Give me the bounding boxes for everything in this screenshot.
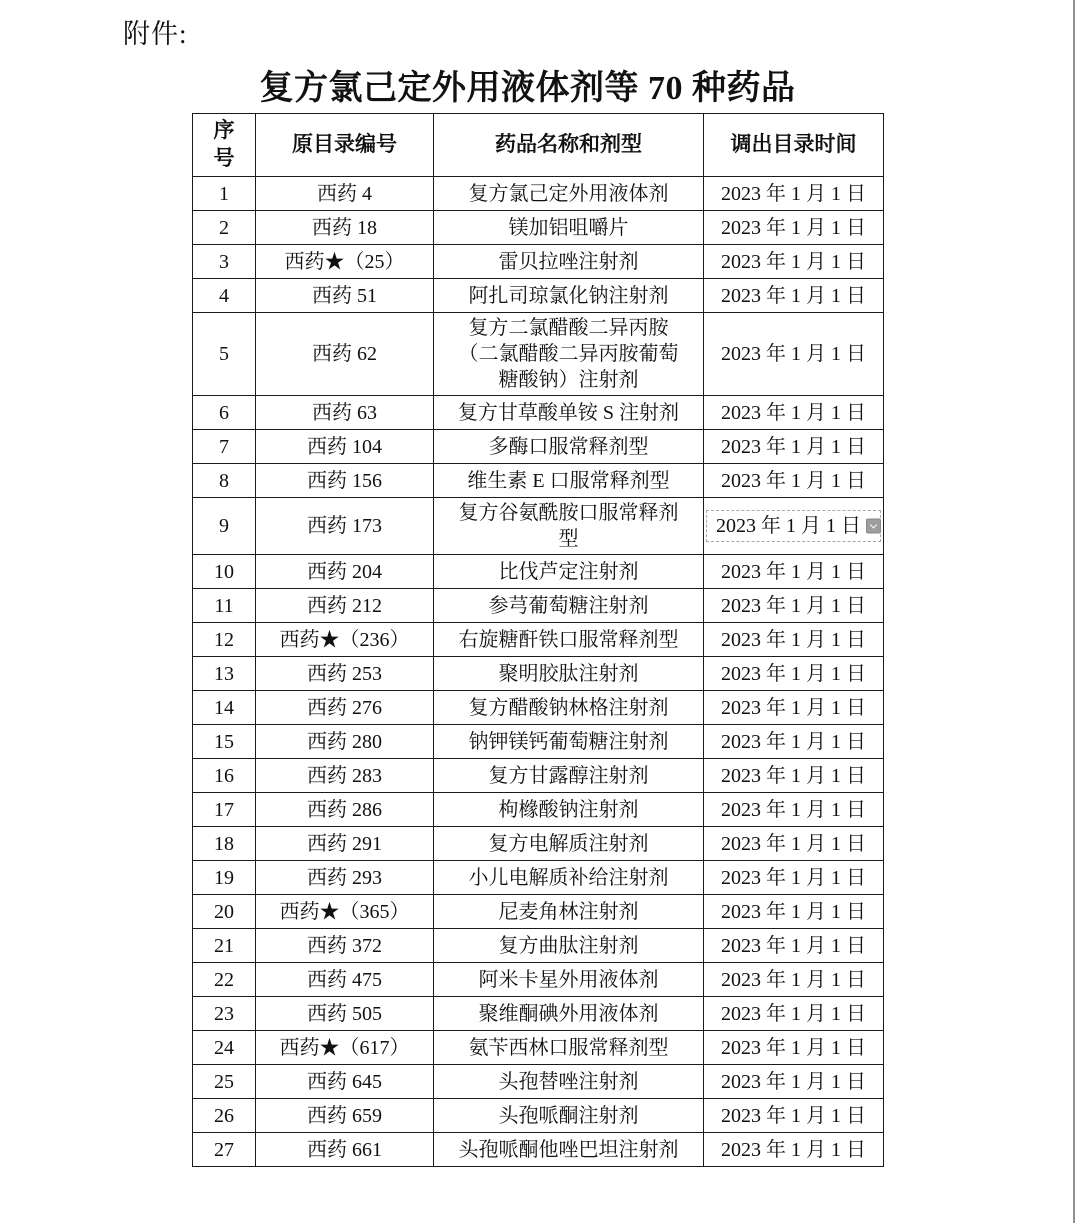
cell-date xyxy=(704,997,884,1031)
date-text-plain: 2023 年 1 月 1 日 xyxy=(721,284,866,307)
date-text-plain: 2023 年 1 月 1 日 xyxy=(721,401,866,424)
cell-code: 西药 293 xyxy=(256,861,434,895)
table-row xyxy=(193,997,884,1031)
cell-code: 西药 18 xyxy=(256,211,434,245)
cell-date xyxy=(704,759,884,793)
cell-code: 西药 63 xyxy=(256,396,434,430)
cell-date xyxy=(704,657,884,691)
cell-name: 阿米卡星外用液体剂 xyxy=(434,963,704,997)
cell-no: 20 xyxy=(193,895,256,929)
header-cell-code: 原目录编号 xyxy=(256,114,434,177)
cell-name: 比伐芦定注射剂 xyxy=(434,555,704,589)
table-row xyxy=(193,1031,884,1065)
cell-no: 26 xyxy=(193,1099,256,1133)
cell-name: 维生素 E 口服常释剂型 xyxy=(434,464,704,498)
date-text-plain: 2023 年 1 月 1 日 xyxy=(721,628,866,651)
date-text-plain: 2023 年 1 月 1 日 xyxy=(721,1138,866,1161)
cell-code: 西药 280 xyxy=(256,725,434,759)
cell-name: 复方氯己定外用液体剂 xyxy=(434,177,704,211)
page-title: 复方氯己定外用液体剂等 70 种药品 xyxy=(259,70,796,107)
cell-no: 21 xyxy=(193,929,256,963)
cell-date xyxy=(704,1133,884,1167)
date-text-plain: 2023 年 1 月 1 日 xyxy=(721,250,866,273)
cell-name: 镁加铝咀嚼片 xyxy=(434,211,704,245)
table-row xyxy=(193,211,884,245)
cell-code: 西药 286 xyxy=(256,793,434,827)
attachment-label: 附件: xyxy=(123,19,188,49)
date-text-plain: 2023 年 1 月 1 日 xyxy=(721,1002,866,1025)
date-text: 2023 年 1 月 1 日 xyxy=(716,515,861,537)
cell-code: 西药★（617） xyxy=(256,1031,434,1065)
table-row xyxy=(193,555,884,589)
cell-no: 9 xyxy=(193,498,256,555)
header-cell-date: 调出目录时间 xyxy=(704,114,884,177)
table-row xyxy=(193,657,884,691)
date-text-plain: 2023 年 1 月 1 日 xyxy=(721,182,866,205)
cell-name: 枸橼酸钠注射剂 xyxy=(434,793,704,827)
date-text-plain: 2023 年 1 月 1 日 xyxy=(721,1036,866,1059)
cell-no: 22 xyxy=(193,963,256,997)
table-row xyxy=(193,1065,884,1099)
cell-date xyxy=(704,1065,884,1099)
cell-no: 2 xyxy=(193,211,256,245)
table-row xyxy=(193,861,884,895)
cell-name: 聚维酮碘外用液体剂 xyxy=(434,997,704,1031)
cell-code: 西药 156 xyxy=(256,464,434,498)
cell-date xyxy=(704,589,884,623)
date-dropdown-button[interactable] xyxy=(866,519,881,534)
cell-name: 复方曲肽注射剂 xyxy=(434,929,704,963)
cell-no: 3 xyxy=(193,245,256,279)
table-row xyxy=(193,396,884,430)
cell-date xyxy=(704,861,884,895)
cell-code: 西药 212 xyxy=(256,589,434,623)
cell-name: 复方醋酸钠林格注射剂 xyxy=(434,691,704,725)
table-row xyxy=(193,279,884,313)
table-header xyxy=(193,114,884,177)
cell-code: 西药 104 xyxy=(256,430,434,464)
cell-no: 13 xyxy=(193,657,256,691)
cell-name: 阿扎司琼氯化钠注射剂 xyxy=(434,279,704,313)
cell-no: 27 xyxy=(193,1133,256,1167)
table-row xyxy=(193,895,884,929)
cell-code: 西药 276 xyxy=(256,691,434,725)
table-row xyxy=(193,793,884,827)
cell-name: 右旋糖酐铁口服常释剂型 xyxy=(434,623,704,657)
cell-name: 复方谷氨酰胺口服常释剂型 xyxy=(434,498,704,555)
date-text-plain: 2023 年 1 月 1 日 xyxy=(721,730,866,753)
cell-code: 西药 372 xyxy=(256,929,434,963)
cell-code: 西药★（25） xyxy=(256,245,434,279)
cell-date xyxy=(704,177,884,211)
table-row xyxy=(193,963,884,997)
date-text-plain: 2023 年 1 月 1 日 xyxy=(721,900,866,923)
cell-date xyxy=(704,691,884,725)
date-text-plain: 2023 年 1 月 1 日 xyxy=(721,1104,866,1127)
cell-code: 西药 253 xyxy=(256,657,434,691)
cell-no: 17 xyxy=(193,793,256,827)
cell-no: 19 xyxy=(193,861,256,895)
date-text-plain: 2023 年 1 月 1 日 xyxy=(721,798,866,821)
cell-code: 西药 51 xyxy=(256,279,434,313)
cell-name: 雷贝拉唑注射剂 xyxy=(434,245,704,279)
cell-name: 聚明胶肽注射剂 xyxy=(434,657,704,691)
table-row xyxy=(193,498,884,555)
cell-date xyxy=(704,963,884,997)
drug-table xyxy=(192,113,884,1167)
cell-date xyxy=(704,279,884,313)
cell-code: 西药 283 xyxy=(256,759,434,793)
cell-code: 西药 204 xyxy=(256,555,434,589)
cell-code: 西药 62 xyxy=(256,313,434,396)
table-row xyxy=(193,759,884,793)
cell-no: 23 xyxy=(193,997,256,1031)
date-text-plain: 2023 年 1 月 1 日 xyxy=(721,662,866,685)
cell-no: 4 xyxy=(193,279,256,313)
cell-no: 16 xyxy=(193,759,256,793)
cell-name: 钠钾镁钙葡萄糖注射剂 xyxy=(434,725,704,759)
cell-name: 氨苄西林口服常释剂型 xyxy=(434,1031,704,1065)
cell-date xyxy=(704,464,884,498)
table-row xyxy=(193,929,884,963)
cell-no: 7 xyxy=(193,430,256,464)
table-row xyxy=(193,623,884,657)
cell-date xyxy=(704,498,884,555)
table-row xyxy=(193,464,884,498)
cell-name: 头孢替唑注射剂 xyxy=(434,1065,704,1099)
cell-no: 25 xyxy=(193,1065,256,1099)
cell-date xyxy=(704,725,884,759)
table-body xyxy=(193,177,884,1167)
date-picker-field[interactable] xyxy=(706,510,881,542)
cell-date xyxy=(704,1031,884,1065)
cell-no: 18 xyxy=(193,827,256,861)
date-text-plain: 2023 年 1 月 1 日 xyxy=(721,968,866,991)
table-row xyxy=(193,691,884,725)
cell-no: 24 xyxy=(193,1031,256,1065)
header-label-no: 序号 xyxy=(213,118,235,170)
date-text-plain: 2023 年 1 月 1 日 xyxy=(721,216,866,239)
date-text-plain: 2023 年 1 月 1 日 xyxy=(721,934,866,957)
cell-date xyxy=(704,313,884,396)
table-row xyxy=(193,245,884,279)
cell-date xyxy=(704,211,884,245)
cell-date xyxy=(704,827,884,861)
cell-code: 西药 475 xyxy=(256,963,434,997)
table-row xyxy=(193,725,884,759)
cell-code: 西药 645 xyxy=(256,1065,434,1099)
cell-name: 尼麦角林注射剂 xyxy=(434,895,704,929)
page-edge-line xyxy=(1073,0,1075,1223)
table-row xyxy=(193,177,884,211)
cell-name: 复方甘草酸单铵 S 注射剂 xyxy=(434,396,704,430)
header-cell-name: 药品名称和剂型 xyxy=(434,114,704,177)
cell-date xyxy=(704,793,884,827)
cell-date xyxy=(704,929,884,963)
header-row xyxy=(193,114,884,177)
table-row xyxy=(193,1099,884,1133)
date-text-plain: 2023 年 1 月 1 日 xyxy=(721,435,866,458)
cell-no: 1 xyxy=(193,177,256,211)
cell-name: 小儿电解质补给注射剂 xyxy=(434,861,704,895)
table-row xyxy=(193,589,884,623)
chevron-down-icon xyxy=(870,521,877,528)
cell-date xyxy=(704,895,884,929)
cell-no: 5 xyxy=(193,313,256,396)
table-row xyxy=(193,1133,884,1167)
cell-code: 西药 505 xyxy=(256,997,434,1031)
cell-no: 6 xyxy=(193,396,256,430)
date-text-plain: 2023 年 1 月 1 日 xyxy=(721,866,866,889)
date-text-plain: 2023 年 1 月 1 日 xyxy=(721,1070,866,1093)
cell-name: 参芎葡萄糖注射剂 xyxy=(434,589,704,623)
cell-date xyxy=(704,623,884,657)
cell-date xyxy=(704,245,884,279)
cell-no: 14 xyxy=(193,691,256,725)
cell-code: 西药★（236） xyxy=(256,623,434,657)
date-text-plain: 2023 年 1 月 1 日 xyxy=(721,764,866,787)
cell-name: 复方电解质注射剂 xyxy=(434,827,704,861)
cell-code: 西药★（365） xyxy=(256,895,434,929)
header-cell-no xyxy=(193,114,256,177)
cell-no: 10 xyxy=(193,555,256,589)
cell-name: 复方二氯醋酸二异丙胺（二氯醋酸二异丙胺葡萄糖酸钠）注射剂 xyxy=(434,313,704,396)
date-text-plain: 2023 年 1 月 1 日 xyxy=(721,343,866,365)
cell-date xyxy=(704,396,884,430)
cell-no: 8 xyxy=(193,464,256,498)
cell-code: 西药 291 xyxy=(256,827,434,861)
cell-code: 西药 659 xyxy=(256,1099,434,1133)
table-row xyxy=(193,430,884,464)
cell-name: 多酶口服常释剂型 xyxy=(434,430,704,464)
date-text-plain: 2023 年 1 月 1 日 xyxy=(721,696,866,719)
cell-name: 头孢哌酮他唑巴坦注射剂 xyxy=(434,1133,704,1167)
cell-no: 15 xyxy=(193,725,256,759)
cell-name: 复方甘露醇注射剂 xyxy=(434,759,704,793)
cell-name: 头孢哌酮注射剂 xyxy=(434,1099,704,1133)
cell-date xyxy=(704,1099,884,1133)
date-text-plain: 2023 年 1 月 1 日 xyxy=(721,594,866,617)
cell-date xyxy=(704,555,884,589)
table-row xyxy=(193,827,884,861)
table-row xyxy=(193,313,884,396)
cell-date xyxy=(704,430,884,464)
cell-no: 11 xyxy=(193,589,256,623)
date-text-plain: 2023 年 1 月 1 日 xyxy=(721,560,866,583)
date-text-plain: 2023 年 1 月 1 日 xyxy=(721,469,866,492)
cell-no: 12 xyxy=(193,623,256,657)
cell-code: 西药 173 xyxy=(256,498,434,555)
cell-code: 西药 661 xyxy=(256,1133,434,1167)
date-text-plain: 2023 年 1 月 1 日 xyxy=(721,832,866,855)
cell-code: 西药 4 xyxy=(256,177,434,211)
